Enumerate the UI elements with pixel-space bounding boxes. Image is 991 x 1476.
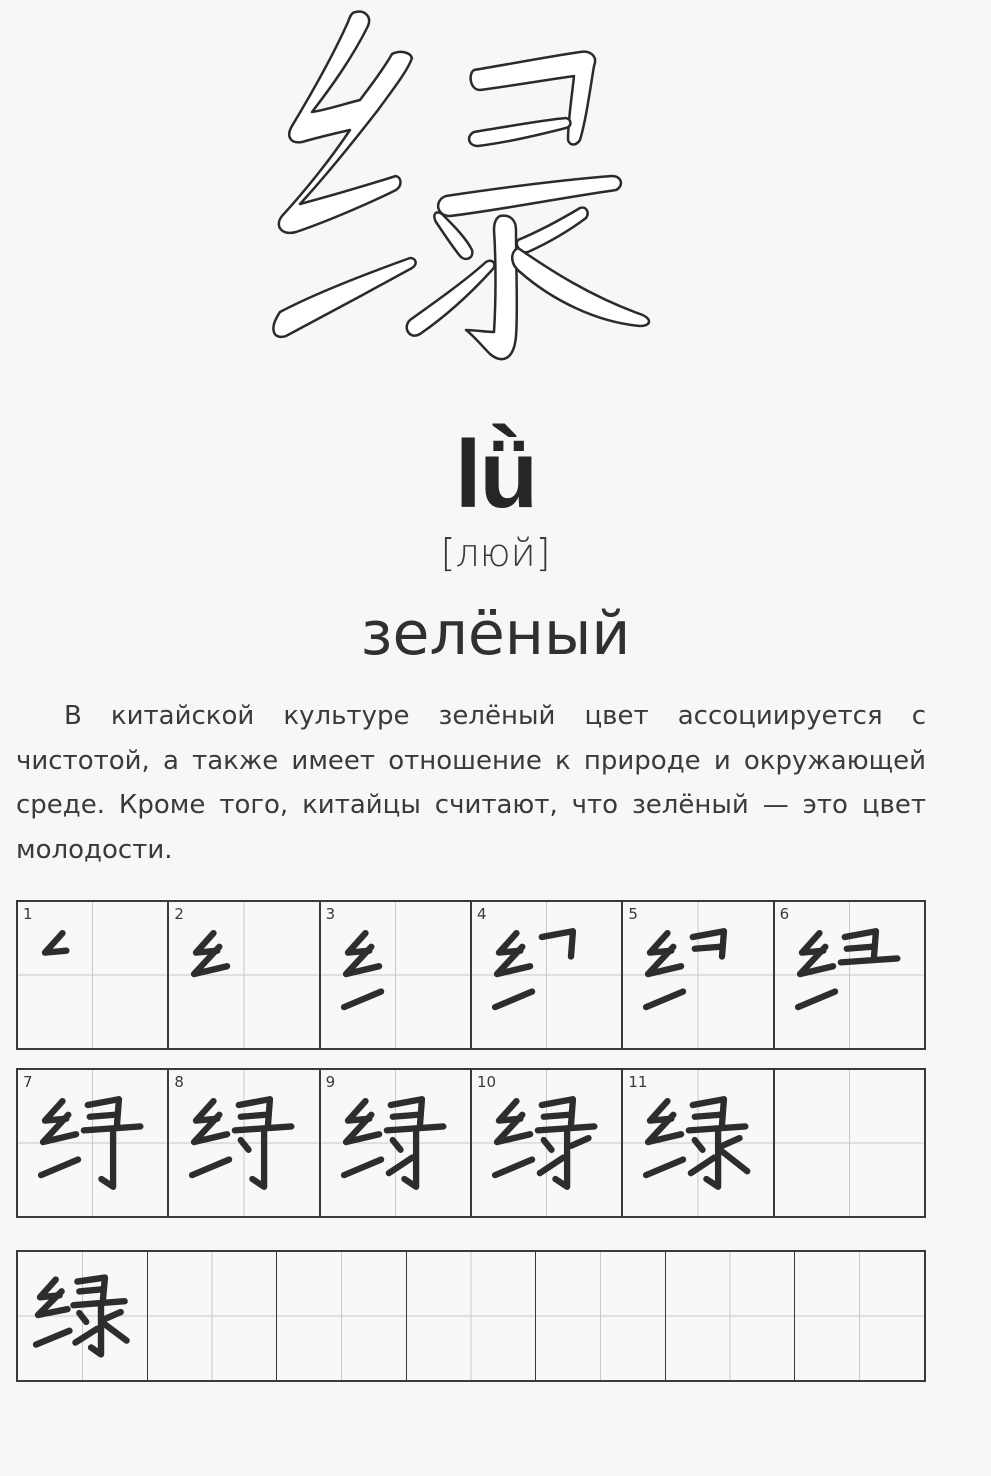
stroke-number: 6 [779,905,790,923]
pinyin: lǜ [454,421,537,528]
stroke-number: 11 [628,1073,648,1091]
practice-cell[interactable] [277,1252,407,1380]
stroke-number: 1 [23,905,33,923]
stroke-number: 4 [476,905,487,923]
stroke-cell [472,1070,623,1216]
practice-cell-sample [18,1252,148,1380]
stroke-11-glyph [623,1070,772,1216]
stroke-10-glyph [472,1070,621,1216]
stroke-2-glyph [169,902,318,1048]
stroke-cell [775,902,924,1048]
stroke-9-glyph [321,1070,470,1216]
stroke-cell [169,1070,320,1216]
stroke-cell [623,902,774,1048]
practice-row [16,1250,926,1382]
stroke-number: 7 [23,1073,33,1091]
stroke-number: 9 [325,1073,336,1091]
stroke-cell [472,902,623,1048]
meaning-word: зелёный [360,599,631,669]
stroke-number: 5 [628,905,638,923]
stroke-number: 10 [476,1073,497,1091]
stroke-number: 3 [325,905,336,923]
practice-cell[interactable] [148,1252,278,1380]
stroke-cell [321,902,472,1048]
stroke-cell-empty [775,1070,924,1216]
stroke-5-glyph [623,902,772,1048]
practice-cell[interactable] [666,1252,796,1380]
stroke-cell [321,1070,472,1216]
stroke-cell [623,1070,774,1216]
stroke-number: 8 [174,1073,184,1091]
stroke-order-row-2 [16,1068,926,1218]
stroke-4-glyph [472,902,621,1048]
description-paragraph: В китайской культуре зелёный цвет ассоциируется с чистотой, а также имеет отношение к природе и окружающей среде. Кроме того, китайцы считают, что зелёный — это цвет молодости. [16,701,926,865]
stroke-cell [169,902,320,1048]
stroke-1-glyph [18,902,167,1048]
stroke-cell [18,1070,169,1216]
practice-cell[interactable] [407,1252,537,1380]
practice-cell[interactable] [795,1252,924,1380]
stroke-3-glyph [321,902,470,1048]
transcription: [люй] [440,531,551,575]
stroke-cell [18,902,169,1048]
stroke-8-glyph [169,1070,318,1216]
practice-cell[interactable] [536,1252,666,1380]
stroke-order-row-1 [16,900,926,1050]
stroke-6-glyph [775,902,924,1048]
hanzi-outline-green [260,0,700,400]
stroke-7-glyph [18,1070,167,1216]
sample-character-glyph [18,1252,147,1380]
stroke-number: 2 [174,905,184,923]
